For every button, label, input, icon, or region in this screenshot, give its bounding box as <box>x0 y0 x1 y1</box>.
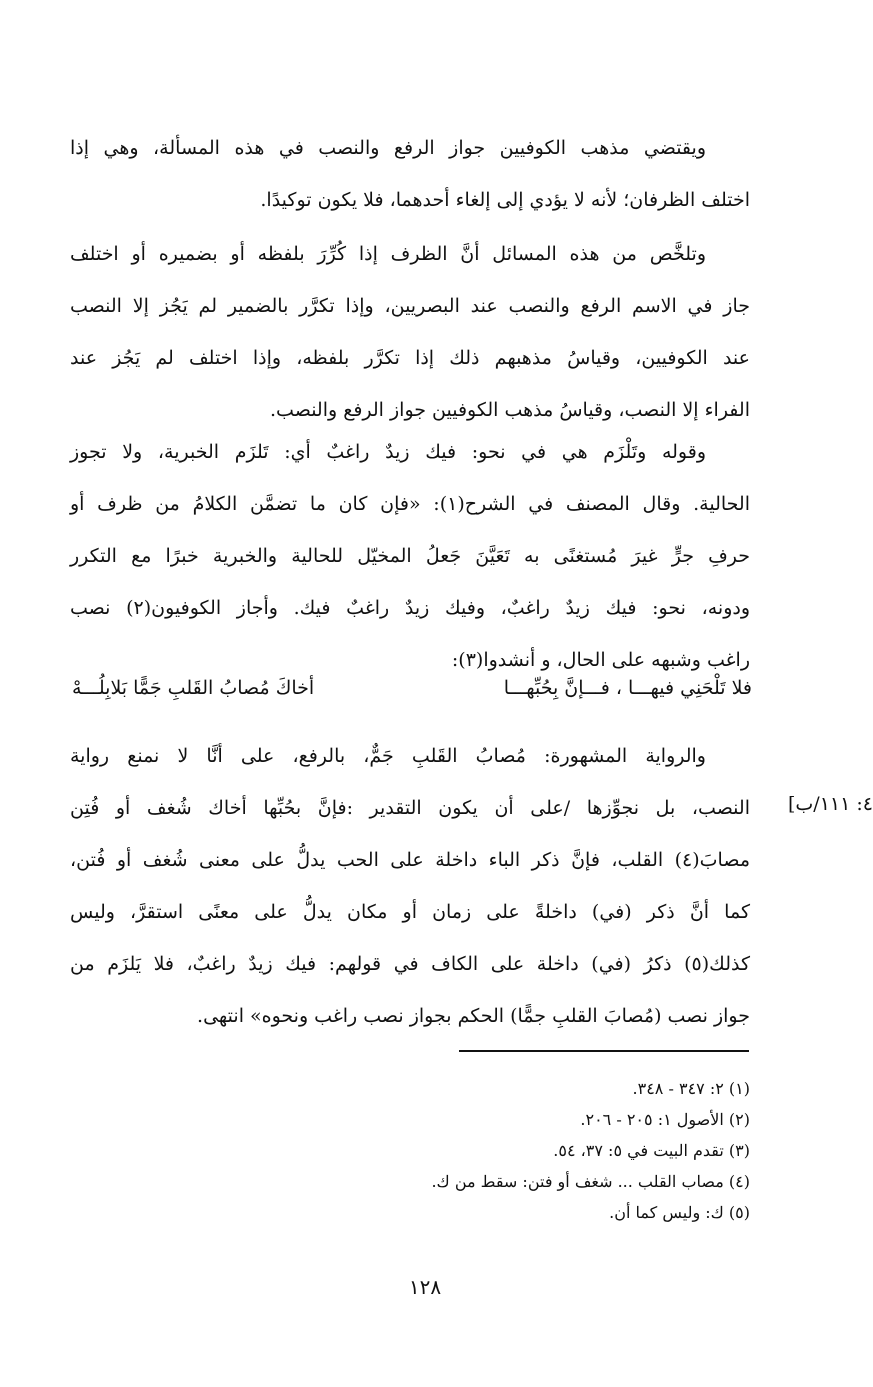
text-line: مصابَ(٤) القلب، فإنَّ ذكر الباء داخلة على الحب يدلُّ على معنى شُغف أو فُتن، <box>70 849 750 871</box>
footnote-3: (٣) تقدم البيت في ٥: ٣٧، ٥٤. <box>553 1141 750 1160</box>
paragraph-1 <box>70 122 750 226</box>
text-line: كذلك(٥) ذكرُ (في) داخلة على الكاف في قولهم: فيك زيدٌ راغبٌ، فلا يَلزَم من <box>70 953 750 975</box>
text-line: النصب، بل نجوِّزها /على أن يكون التقدير :فإنَّ بحُبِّها أخاك شُغف أو فُتِن <box>70 797 750 819</box>
page-number: ١٢٨ <box>408 1275 442 1299</box>
verse-second-hemistich: أخاكَ مُصابُ القَلبِ جَمًّا بَلابِلُـــهْ <box>72 677 315 699</box>
verse-first-hemistich: فلا تَلْحَنِي فيهـــا ، فـــإنَّ بِحُبِّهـــا <box>503 677 752 699</box>
footnote-5: (٥) ك: وليس كما أن. <box>609 1203 750 1222</box>
text-line: والرواية المشهورة: مُصابُ القَلبِ جَمٌّ، بالرفع، على أنَّا لا نمنع رواية <box>70 745 706 767</box>
footnote-divider <box>459 1050 749 1052</box>
footnote-1: (١) ٢: ٣٤٧ - ٣٤٨. <box>632 1079 750 1098</box>
footnote-4: (٤) مصاب القلب ... شغف أو فتن: سقط من ك. <box>431 1172 750 1191</box>
text-line: جواز نصب (مُصابَ القلبِ جمًّا) الحكم بجواز نصب راغب ونحوه» انتهى. <box>197 1005 750 1027</box>
text-line: كما أنَّ ذكر (في) داخلةً على زمان أو مكان يدلُّ على معنًى استقرَّ، وليس <box>70 901 750 923</box>
text-line: وتلخَّص من هذه المسائل أنَّ الظرف إذا كُرِّرَ بلفظه أو بضميره أو اختلف <box>70 243 706 265</box>
text-line: ويقتضي مذهب الكوفيين جواز الرفع والنصب في هذه المسألة، وهي إذا <box>70 137 706 159</box>
text-line: جاز في الاسم الرفع والنصب عند البصريين، وإذا تكرَّر بالضمير لم يَجُز إلا النصب <box>70 295 750 317</box>
text-line: الفراء إلا النصب، وقياسُ مذهب الكوفيين جواز الرفع والنصب. <box>270 399 750 421</box>
paragraph-4 <box>70 730 750 1042</box>
text-line: حرفِ جرٍّ غيرَ مُستغنًى به تَعَيَّنَ جَعلُ المخيّل للحالية والخبرية خبرًا مع التكرر <box>70 545 750 567</box>
footnotes <box>300 1073 750 1228</box>
footnote-2: (٢) الأصول ١: ٢٠٥ - ٢٠٦. <box>580 1110 750 1129</box>
text-line: وقوله وتَلْزَم هي في نحو: فيك زيدٌ راغبٌ أي: تَلزَم الخبرية، ولا تجوز <box>70 441 706 463</box>
poetry-verse <box>72 662 752 714</box>
text-line: الحالية. وقال المصنف في الشرح(١): «فإن كان ما تضمَّن الكلامُ من ظرف أو <box>70 493 750 515</box>
paragraph-3 <box>70 426 750 686</box>
text-line: ودونه، نحو: فيك زيدٌ راغبٌ، وفيك زيدٌ راغبٌ فيك. وأجاز الكوفيون(٢) نصب <box>70 597 751 619</box>
paragraph-2 <box>70 228 750 436</box>
text-line: اختلف الظرفان؛ لأنه لا يؤدي إلى إلغاء أحدهما، فلا يكون توكيدًا. <box>260 189 750 211</box>
text-line: عند الكوفيين، وقياسُ مذهبهم ذلك إذا تكرَّر بلفظه، وإذا اختلف لم يَجُز عند <box>70 347 750 369</box>
text-line: راغب وشبهه على الحال، و أنشدوا(٣): <box>451 649 750 671</box>
manuscript-folio-marker: ٤: ١١١/ب] <box>788 793 873 815</box>
